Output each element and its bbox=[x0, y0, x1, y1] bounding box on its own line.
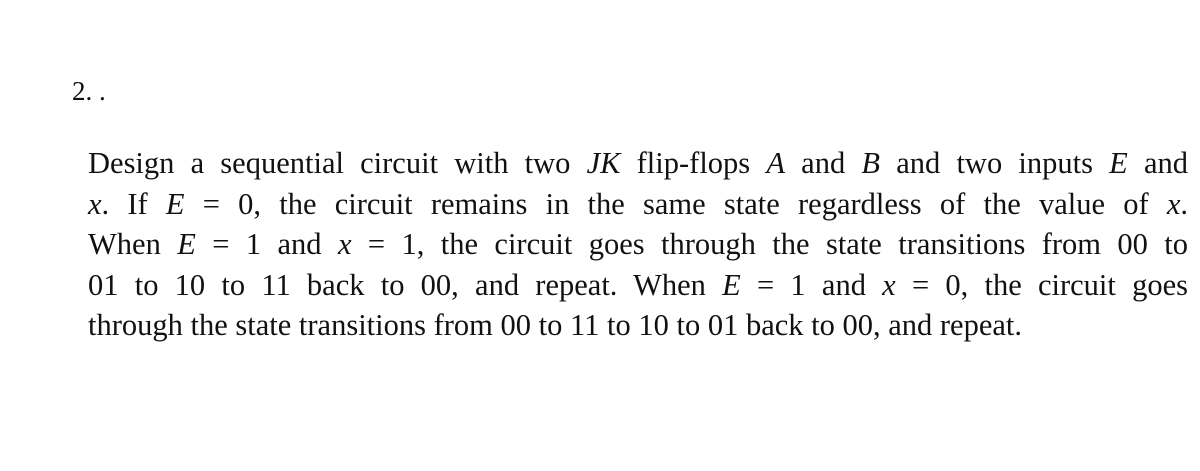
problem-line-2: x. If E = 0, the circuit remains in the same state regardless of the value of x. bbox=[88, 186, 1188, 221]
problem-line-3: When E = 1 and x = 1, the circuit goes through the state transitions from 00 to bbox=[88, 227, 1189, 261]
problem-line-1: Design a sequential circuit with two JK flip-flops A and B and two inputs E and bbox=[88, 146, 1189, 180]
problem-statement bbox=[88, 143, 1188, 346]
problem-line-5: through the state transitions from 00 to 11 to 10 to 01 back to 00, and repeat. bbox=[88, 308, 1023, 342]
problem-number: 2. . bbox=[72, 76, 106, 106]
problem-line-4: 01 to 10 to 11 back to 00, and repeat. When E = 1 and x = 0, the circuit goes bbox=[88, 267, 1188, 302]
